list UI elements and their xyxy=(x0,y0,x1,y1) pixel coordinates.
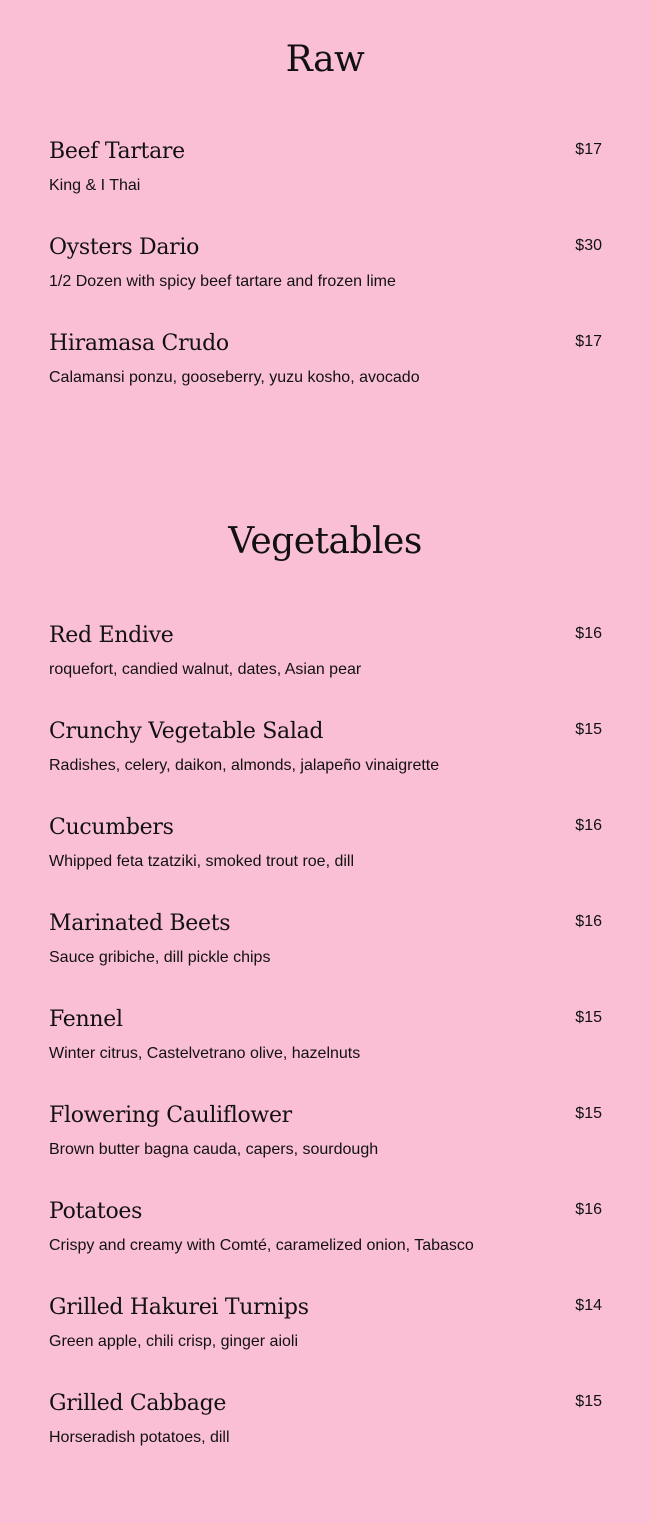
item-description: Calamansi ponzu, gooseberry, yuzu kosho, avocado xyxy=(49,369,420,386)
menu-item-beef-tartare xyxy=(49,138,602,208)
section-title-vegetables: Vegetables xyxy=(228,521,422,562)
item-description: Sauce gribiche, dill pickle chips xyxy=(49,949,271,966)
item-price: $15 xyxy=(575,1105,602,1122)
item-price: $16 xyxy=(575,1201,602,1218)
item-description: Radishes, celery, daikon, almonds, jalapeño vinaigrette xyxy=(49,757,440,774)
item-name: Grilled Hakurei Turnips xyxy=(49,1295,309,1320)
item-name: Oysters Dario xyxy=(49,235,200,260)
item-description: Brown butter bagna cauda, capers, sourdough xyxy=(49,1141,379,1158)
item-description: Crispy and creamy with Comté, caramelized onion, Tabasco xyxy=(49,1237,474,1254)
item-description: Whipped feta tzatziki, smoked trout roe, dill xyxy=(49,853,355,870)
menu-item-cucumbers xyxy=(49,814,602,884)
menu-item-oysters-dario xyxy=(49,234,602,304)
item-name: Cucumbers xyxy=(49,815,174,840)
item-name: Grilled Cabbage xyxy=(49,1391,227,1416)
item-name: Hiramasa Crudo xyxy=(49,331,229,356)
item-name: Red Endive xyxy=(49,623,174,648)
menu-item-fennel xyxy=(49,1006,602,1076)
item-price: $17 xyxy=(575,333,602,350)
item-name: Crunchy Vegetable Salad xyxy=(49,719,324,744)
menu-item-potatoes xyxy=(49,1198,602,1268)
item-price: $15 xyxy=(575,1009,602,1026)
menu-item-red-endive xyxy=(49,622,602,692)
item-price: $30 xyxy=(575,237,602,254)
item-price: $16 xyxy=(575,817,602,834)
section-title-raw: Raw xyxy=(285,39,365,80)
item-description: 1/2 Dozen with spicy beef tartare and frozen lime xyxy=(49,273,396,290)
item-name: Marinated Beets xyxy=(49,911,231,936)
menu-item-grilled-cabbage xyxy=(49,1390,602,1460)
item-price: $17 xyxy=(575,141,602,158)
item-price: $15 xyxy=(575,721,602,738)
menu-item-flowering-cauliflower xyxy=(49,1102,602,1172)
menu-item-marinated-beets xyxy=(49,910,602,980)
item-price: $16 xyxy=(575,913,602,930)
item-name: Potatoes xyxy=(49,1199,143,1224)
item-name: Beef Tartare xyxy=(49,139,185,164)
item-name: Flowering Cauliflower xyxy=(49,1103,292,1128)
item-description: Horseradish potatoes, dill xyxy=(49,1429,230,1446)
item-price: $14 xyxy=(575,1297,602,1314)
item-description: roquefort, candied walnut, dates, Asian pear xyxy=(49,661,362,678)
item-description: Winter citrus, Castelvetrano olive, hazelnuts xyxy=(49,1045,361,1062)
item-price: $15 xyxy=(575,1393,602,1410)
menu-item-grilled-hakurei-turnips xyxy=(49,1294,602,1364)
menu-item-crunchy-vegetable-salad xyxy=(49,718,602,788)
item-name: Fennel xyxy=(49,1007,123,1032)
item-description: King & I Thai xyxy=(49,177,141,194)
menu-item-hiramasa-crudo xyxy=(49,330,602,400)
item-description: Green apple, chili crisp, ginger aioli xyxy=(49,1333,299,1350)
item-price: $16 xyxy=(575,625,602,642)
